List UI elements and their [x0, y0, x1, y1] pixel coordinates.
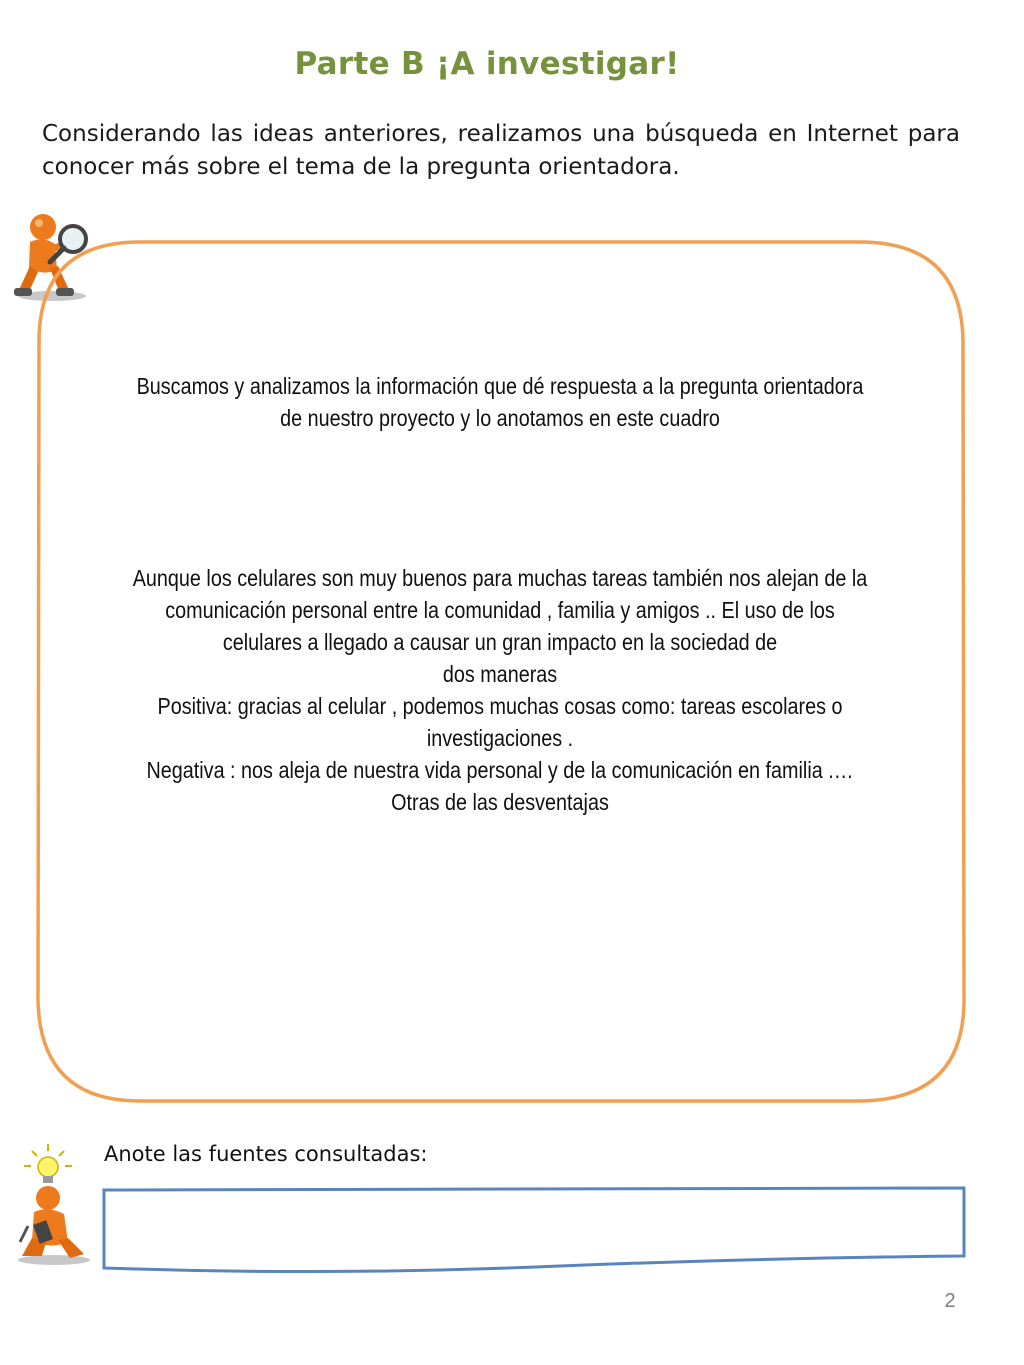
page-title: Parte B ¡A investigar!	[294, 46, 680, 82]
answer-line: Aunque los celulares son muy buenos para muchas tareas también nos alejan de la	[132, 565, 868, 591]
answer-line: celulares a llegado a causar un gran impacto en la sociedad de	[222, 629, 778, 655]
answer-line: comunicación personal entre la comunidad , familia y amigos .. El uso de los	[165, 597, 835, 623]
answer-line: Negativa : nos aleja de nuestra vida personal y de la comunicación en familia .…	[146, 757, 854, 783]
instruction-line: de nuestro proyecto y lo anotamos en este cuadro	[280, 405, 720, 431]
answer-line: investigaciones .	[426, 725, 574, 751]
instruction-line: Buscamos y analizamos la información que dé respuesta a la pregunta orientadora	[136, 373, 864, 399]
page-number: 2	[944, 1290, 956, 1312]
answer-line: dos maneras	[442, 661, 558, 687]
answer-line: Positiva: gracias al celular , podemos muchas cosas como: tareas escolares o	[157, 693, 843, 719]
sources-label: Anote las fuentes consultadas:	[104, 1142, 428, 1166]
intro-paragraph: Considerando las ideas anteriores, realizamos una búsqueda en Internet para conocer más sobre el tema de la pregunta orientadora.	[42, 121, 960, 180]
answer-line: Otras de las desventajas	[391, 789, 609, 815]
